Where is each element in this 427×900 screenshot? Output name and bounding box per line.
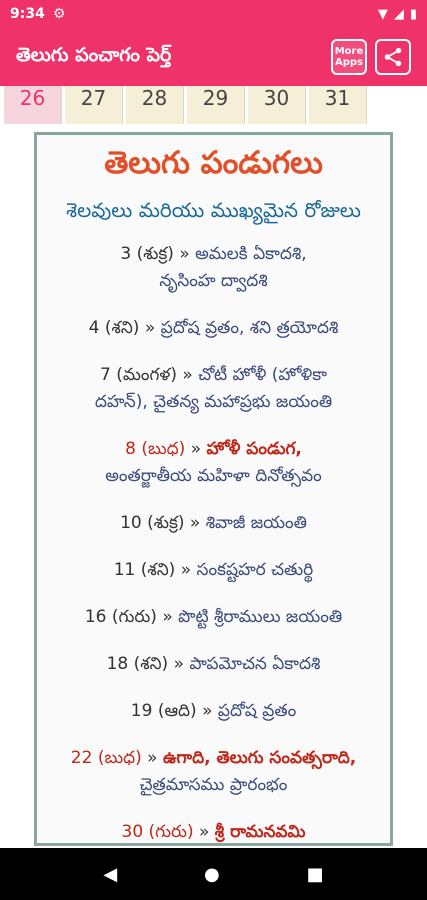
festivals-card [34,132,393,846]
app-actions [331,39,411,75]
event-item: 7 (మంగళ) » చోటీ హోళీ (హోళికా దహన్), చైతన్య మహాప్రభు జయంతి [94,365,333,412]
date-cell-today[interactable]: 26 [4,86,62,124]
date-cell[interactable]: 28 [126,86,184,124]
event-item: 16 (గురు) » పొట్టి శ్రీరాములు జయంతి [84,607,343,627]
event-item: 22 (బుధ) » ఉగాది, తెలుగు సంవత్సరాది, చైత్రమాసము ప్రారంభం [70,748,357,795]
event-item: 18 (శని) » పాపమోచన ఏకాదశి [106,654,321,674]
back-icon[interactable]: ◀ [103,863,118,885]
event-item: 3 (శుక్ర) » అమలకి ఏకాదశి, నృసింహ ద్వాదశి [120,244,307,291]
home-icon[interactable]: ● [204,863,220,885]
settings-icon: ⚙ [52,6,66,22]
more-apps-button[interactable] [331,39,367,75]
battery-icon: ▮ [409,6,417,22]
app-bar [0,28,427,86]
event-item: 11 (శని) » సంకష్టహర చతుర్థి [113,560,314,580]
share-icon [382,46,404,68]
date-cell[interactable]: 30 [248,86,306,124]
event-item: 19 (ఆది) » ప్రదోష వ్రతం [130,701,297,721]
signal-icon: ◢ [393,6,404,22]
event-item: 8 (బుధ) » హోళీ పండుగ, అంతర్జాతీయ మహిళా దినోత్సవం [105,439,322,486]
date-cell[interactable]: 31 [309,86,367,124]
date-cell[interactable]: 29 [187,86,245,124]
event-item: 4 (శని) » ప్రదోష వ్రతం, శని త్రయోదశి [88,318,339,338]
recents-icon[interactable]: ■ [306,863,324,885]
more-apps-label-1: More [334,46,364,57]
wifi-icon: ▼ [377,6,388,22]
share-button[interactable] [375,39,411,75]
status-time: 9:34 [10,6,45,22]
card-subtitle: శెలవులు మరియు ముఖ్యమైన రోజులు [66,198,361,222]
calendar-row [0,86,427,124]
navigation-bar [0,848,427,900]
app-title: తెలుగు పంచాగం పెర్త్ [16,43,172,66]
card-title: తెలుగు పండుగలు [104,145,323,181]
date-cell[interactable]: 27 [65,86,123,124]
status-bar [0,0,427,28]
status-icons [378,7,417,22]
more-apps-label-2: Apps [334,57,363,68]
event-item: 10 (శుక్ర) » శివాజీ జయంతి [120,513,307,533]
event-item: 30 (గురు) » శ్రీ రామనవమి [121,822,306,842]
